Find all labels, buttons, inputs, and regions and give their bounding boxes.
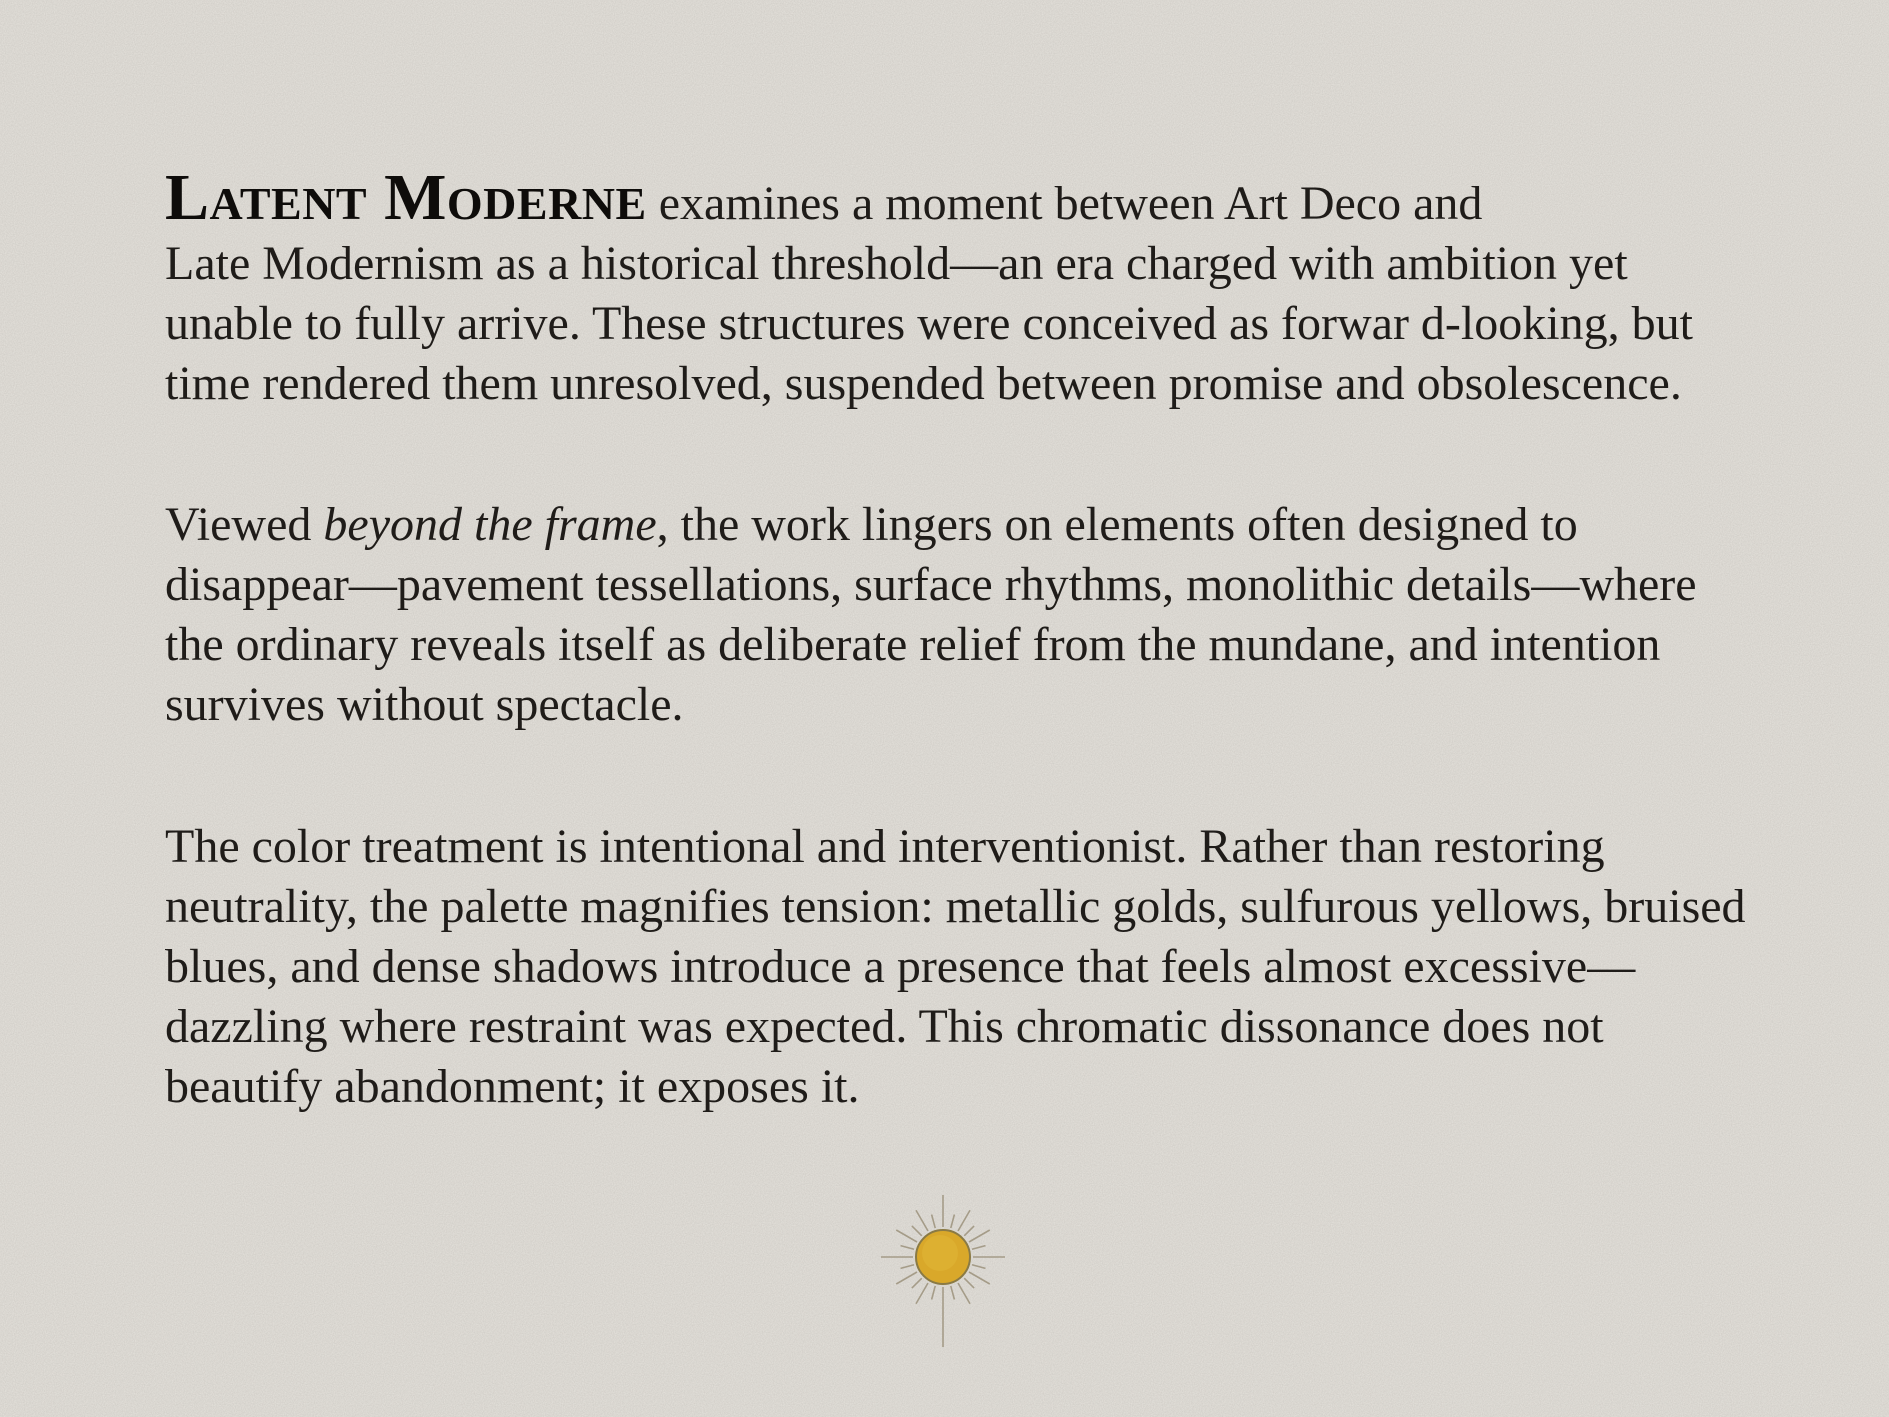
sun-ray bbox=[964, 1278, 974, 1288]
paragraph-line: the ordinary reveals itself as deliberate relief from the mundane, and intention bbox=[165, 618, 1661, 671]
paragraph-line: survives without spectacle. bbox=[165, 678, 684, 731]
exhibition-title: Latent Moderne bbox=[165, 161, 647, 234]
paragraph-line bbox=[165, 161, 1693, 234]
sun-ray bbox=[969, 1230, 990, 1242]
sun-ray bbox=[972, 1265, 986, 1269]
sun-ray bbox=[932, 1214, 936, 1228]
sun-ray bbox=[912, 1278, 922, 1288]
sun-ray bbox=[912, 1226, 922, 1236]
paragraph-line: unable to fully arrive. These structures were conceived as forwar d-looking, but bbox=[165, 297, 1693, 350]
paragraph-line: neutrality, the palette magnifies tension: metallic golds, sulfurous yellows, bruised bbox=[165, 880, 1746, 933]
paragraph-line: blues, and dense shadows introduce a presence that feels almost excessive— bbox=[165, 940, 1636, 993]
paragraph-text: examines a moment between Art Deco and bbox=[646, 177, 1483, 230]
second-paragraph bbox=[165, 495, 1697, 735]
paragraph-line: disappear—pavement tessellations, surface rhythms, monolithic details—where bbox=[165, 558, 1697, 611]
sun-ray bbox=[896, 1272, 917, 1284]
emphasis-text: beyond the frame bbox=[323, 498, 657, 551]
sun-ray bbox=[958, 1210, 970, 1231]
sun-ray bbox=[951, 1214, 955, 1228]
sun-ray bbox=[969, 1272, 990, 1284]
sun-ray bbox=[896, 1230, 917, 1242]
third-paragraph bbox=[165, 817, 1746, 1117]
sun-ray bbox=[964, 1226, 974, 1236]
sun-ray bbox=[972, 1246, 986, 1250]
sun-ray bbox=[932, 1286, 936, 1300]
sun-ray bbox=[958, 1283, 970, 1304]
paragraph-line: beautify abandonment; it exposes it. bbox=[165, 1060, 860, 1113]
intro-paragraph bbox=[165, 161, 1693, 414]
paragraph-line: Late Modernism as a historical threshold—an era charged with ambition yet bbox=[165, 237, 1628, 290]
sun-ray bbox=[951, 1286, 955, 1300]
sun-ray bbox=[916, 1210, 928, 1231]
paragraph-line: The color treatment is intentional and interventionist. Rather than restoring bbox=[165, 820, 1605, 873]
paragraph-text: Viewed bbox=[165, 498, 324, 551]
paragraph-line: dazzling where restraint was expected. This chromatic dissonance does not bbox=[165, 1000, 1604, 1053]
sun-ray bbox=[900, 1246, 914, 1250]
sun-icon bbox=[868, 1182, 1018, 1352]
paragraph-text: , the work lingers on elements often designed to bbox=[656, 498, 1578, 551]
paragraph-line: time rendered them unresolved, suspended between promise and obsolescence. bbox=[165, 357, 1682, 410]
sun-ray bbox=[916, 1283, 928, 1304]
paragraph-line bbox=[165, 495, 1697, 555]
sun-ray bbox=[900, 1265, 914, 1269]
